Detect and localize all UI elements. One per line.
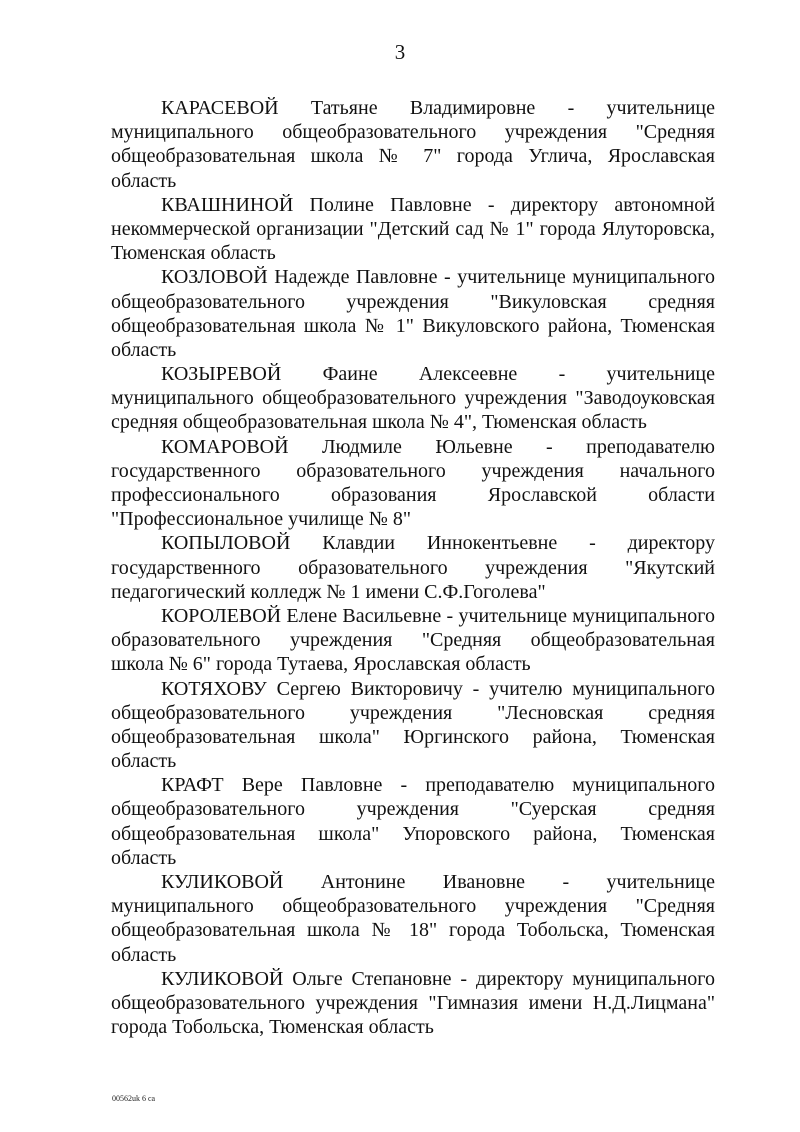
entry-name-line: КВАШНИНОЙ Полине Павловне - директору автономной — [161, 193, 715, 216]
entry-text-line: общеобразовательного учреждения "Гимназия имени Н.Д.Лицмана" — [111, 991, 715, 1014]
entry-text-line: область — [111, 943, 177, 966]
entry-name-line: КРАФТ Вере Павловне - преподавателю муниципального — [161, 774, 715, 797]
entry-text-line: общеобразовательного учреждения "Суерская средняя — [111, 798, 715, 821]
entry-name-line: КОМАРОВОЙ Людмиле Юльевне - преподавателю — [161, 435, 715, 458]
entry-text-line: муниципального общеобразовательного учреждения "Средняя — [111, 121, 715, 144]
entry-text-line: образовательного учреждения "Средняя общеобразовательная — [111, 629, 715, 652]
entry-text-line: государственного образовательного учреждения начального — [111, 459, 715, 482]
entry-text-line: государственного образовательного учреждения "Якутский — [111, 556, 715, 579]
award-entry — [111, 677, 715, 774]
entry-name-line: КОЗЛОВОЙ Надежде Павловне - учительнице муниципального — [161, 266, 715, 289]
award-entry — [111, 531, 715, 604]
entry-name-line: КОРОЛЕВОЙ Елене Васильевне - учительнице муниципального — [161, 604, 715, 627]
entry-text-line: область — [111, 750, 177, 773]
entry-text-line: общеобразовательная школа № 7" города Углича, Ярославская — [111, 145, 715, 168]
page-number: 3 — [394, 40, 406, 64]
entry-name-line: КОЗЫРЕВОЙ Фаине Алексеевне - учительнице — [161, 363, 715, 386]
entry-text-line: область — [111, 169, 177, 192]
entry-text-line: общеобразовательного учреждения "Викуловская средняя — [111, 290, 715, 313]
entry-text-line: профессионального образования Ярославской области — [111, 484, 715, 506]
entry-text-line: школа № 6" города Тутаева, Ярославская область — [111, 653, 531, 676]
award-entry — [111, 265, 715, 362]
award-entry — [111, 362, 715, 435]
entry-text-line: муниципального общеобразовательного учреждения "Заводоуковская — [111, 387, 715, 410]
entry-text-line: общеобразовательного учреждения "Лесновская средняя — [111, 701, 715, 724]
entry-text-line: города Тобольска, Тюменская область — [111, 1016, 434, 1039]
award-list — [111, 96, 715, 1039]
entry-text-line: муниципального общеобразовательного учреждения "Средняя — [111, 895, 715, 918]
award-entry — [111, 435, 715, 532]
entry-text-line: область — [111, 846, 177, 869]
entry-text-line: педагогический колледж № 1 имени С.Ф.Гоголева" — [111, 580, 546, 603]
entry-text-line: некоммерческой организации "Детский сад № 1" города Ялуторовска, — [111, 217, 715, 240]
award-entry — [111, 773, 715, 870]
entry-text-line: общеобразовательная школа № 1" Викуловского района, Тюменская — [111, 314, 715, 337]
award-entry — [111, 870, 715, 967]
award-entry — [111, 604, 715, 677]
entry-text-line: область — [111, 338, 177, 361]
entry-text-line: общеобразовательная школа" Упоровского района, Тюменская — [111, 822, 715, 845]
award-entry — [111, 193, 715, 266]
entry-text-line: Тюменская область — [111, 242, 276, 265]
entry-name-line: КУЛИКОВОЙ Ольге Степановне - директору муниципального — [161, 967, 715, 990]
award-entry — [111, 967, 715, 1040]
entry-text-line: "Профессиональное училище № 8" — [111, 508, 412, 531]
entry-name-line: КУЛИКОВОЙ Антонине Ивановне - учительнице — [161, 871, 715, 893]
entry-text-line: общеобразовательная школа № 18" города Тобольска, Тюменская — [111, 919, 715, 942]
entry-name-line: КОПЫЛОВОЙ Клавдии Иннокентьевне - директору — [161, 532, 715, 555]
entry-name-line: КОТЯХОВУ Сергею Викторовичу - учителю муниципального — [161, 677, 715, 700]
entry-text-line: средняя общеобразовательная школа № 4", Тюменская область — [111, 411, 647, 434]
award-entry — [111, 96, 715, 193]
entry-text-line: общеобразовательная школа" Юргинского района, Тюменская — [111, 725, 715, 748]
footer-document-code: 00562uk 6 ca — [112, 1094, 156, 1103]
entry-name-line: КАРАСЕВОЙ Татьяне Владимировне - учительнице — [161, 97, 715, 119]
